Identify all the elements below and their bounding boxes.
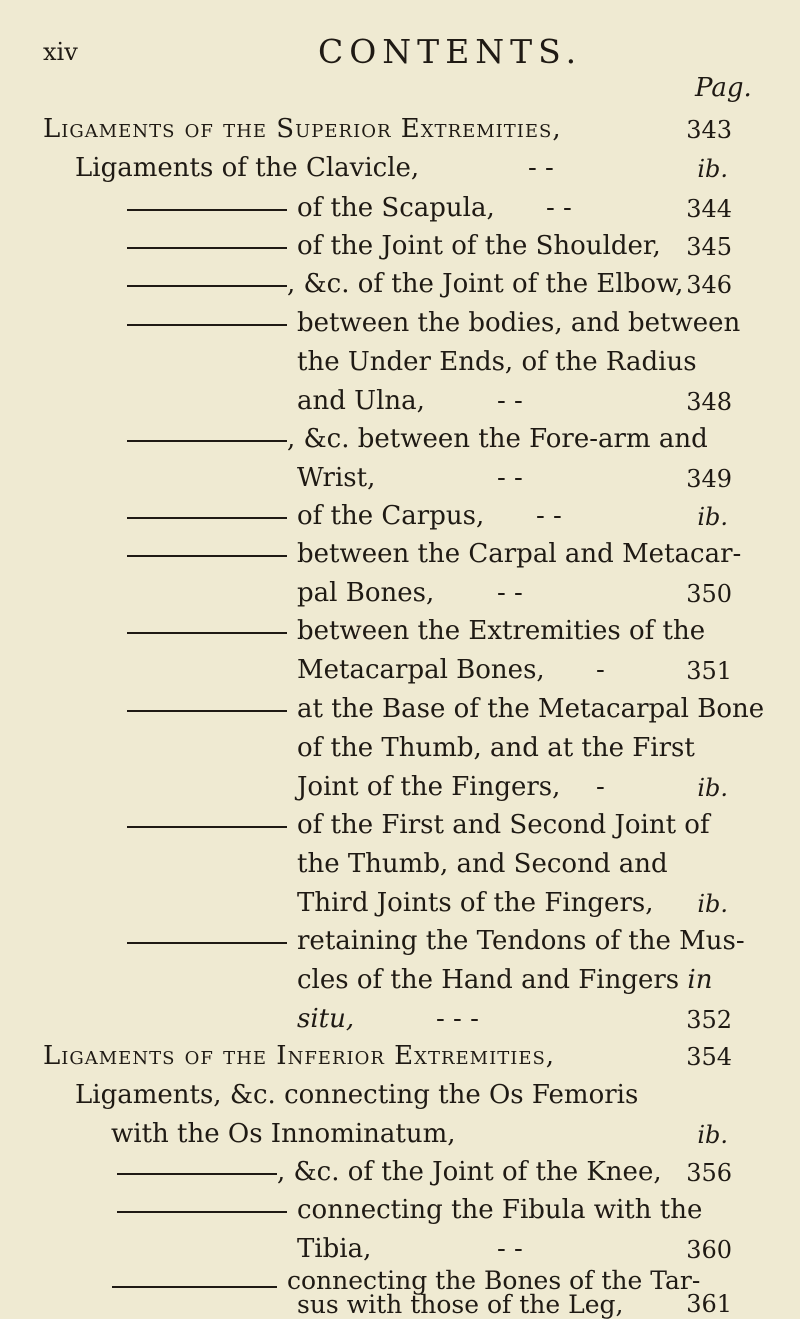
ditto-rule: [127, 285, 287, 287]
entry-text: Wrist,: [297, 463, 376, 493]
entry-page: 346: [686, 271, 732, 299]
entry-text: of the Scapula,: [297, 193, 495, 223]
entry-page: 356: [686, 1159, 732, 1187]
entry-text: connecting the Bones of the Tar-: [287, 1266, 701, 1295]
entry-page: 349: [686, 465, 732, 493]
ditto-rule: [127, 710, 287, 712]
entry-text: Ligaments of the Clavicle,: [75, 153, 420, 183]
entry-leaders: - -: [536, 501, 562, 531]
entry-text: [297, 965, 712, 995]
entry-text: , &c. between the Fore-arm and: [287, 424, 708, 454]
entry-page: ib.: [697, 890, 728, 918]
entry-text: of the Carpus,: [297, 501, 485, 531]
entry-text: of the Joint of the Shoulder,: [297, 231, 661, 261]
ditto-rule: [117, 1173, 277, 1175]
entry-leaders: - -: [497, 386, 523, 416]
entry-leaders: - - -: [436, 1004, 479, 1034]
entry-leaders: - -: [497, 463, 523, 493]
entry-leaders: -: [596, 772, 605, 802]
entry-text: Joint of the Fingers,: [297, 772, 561, 802]
running-title: CONTENTS.: [318, 32, 583, 71]
ditto-rule: [127, 517, 287, 519]
entry-text: connecting the Fibula with the: [297, 1195, 703, 1225]
entry-page: 352: [686, 1006, 732, 1034]
entry-page: ib.: [697, 774, 728, 802]
entry-text: between the bodies, and between: [297, 308, 741, 338]
entry-text: Ligaments, &c. connecting the Os Femoris: [75, 1080, 639, 1110]
entry-page: 354: [686, 1043, 732, 1071]
entry-leaders: -: [596, 655, 605, 685]
ditto-rule: [127, 632, 287, 634]
entry-text: , &c. of the Joint of the Knee,: [277, 1157, 662, 1187]
ditto-rule: [127, 324, 287, 326]
ditto-rule: [112, 1286, 277, 1288]
entry-text: Third Joints of the Fingers,: [297, 888, 654, 918]
entry-text: , &c. of the Joint of the Elbow,: [287, 269, 684, 299]
entry-text: with the Os Innominatum,: [111, 1119, 456, 1149]
ditto-rule: [127, 942, 287, 944]
section-heading-inferior: Ligaments of the Inferior Extremities,: [43, 1041, 556, 1071]
ditto-rule: [127, 209, 287, 211]
entry-page: 345: [686, 233, 732, 261]
entry-page: ib.: [697, 503, 728, 531]
ditto-rule: [127, 555, 287, 557]
entry-text: Tibia,: [297, 1234, 372, 1264]
ditto-rule: [127, 826, 287, 828]
entry-text: retaining the Tendons of the Mus-: [297, 926, 745, 956]
entry-leaders: - -: [528, 153, 554, 183]
entry-page: 360: [686, 1236, 732, 1264]
section-heading-superior: Ligaments of the Superior Extremities,: [43, 114, 562, 144]
entry-text: between the Carpal and Metacar-: [297, 539, 742, 569]
entry-text: and Ulna,: [297, 386, 425, 416]
entry-text: of the Thumb, and at the First: [297, 733, 695, 763]
folio-number: xiv: [43, 38, 78, 66]
entry-text-main: cles of the Hand and Fingers: [297, 965, 680, 995]
entry-text: Metacarpal Bones,: [297, 655, 545, 685]
entry-leaders: - -: [497, 1234, 523, 1264]
entry-leaders: - -: [546, 193, 572, 223]
entry-page: 351: [686, 657, 732, 685]
entry-text: pal Bones,: [297, 578, 435, 608]
entry-text: between the Extremities of the: [297, 616, 706, 646]
ditto-rule: [117, 1211, 287, 1213]
entry-text: the Thumb, and Second and: [297, 849, 668, 879]
entry-text: situ,: [297, 1004, 355, 1034]
entry-page: ib.: [697, 1121, 728, 1149]
ditto-rule: [127, 247, 287, 249]
entry-page: 361: [686, 1290, 732, 1318]
ditto-rule: [127, 440, 287, 442]
entry-page: 343: [686, 116, 732, 144]
entry-text: at the Base of the Metacarpal Bone: [297, 694, 765, 724]
entry-page: 348: [686, 388, 732, 416]
page-column-label: Pag.: [695, 73, 752, 103]
entry-text: sus with those of the Leg,: [297, 1290, 624, 1319]
entry-leaders: - -: [497, 578, 523, 608]
entry-page: ib.: [697, 155, 728, 183]
entry-page: 350: [686, 580, 732, 608]
entry-page: 344: [686, 195, 732, 223]
entry-text-italic: in: [687, 965, 713, 995]
entry-text: the Under Ends, of the Radius: [297, 347, 697, 377]
entry-text: of the First and Second Joint of: [297, 810, 710, 840]
